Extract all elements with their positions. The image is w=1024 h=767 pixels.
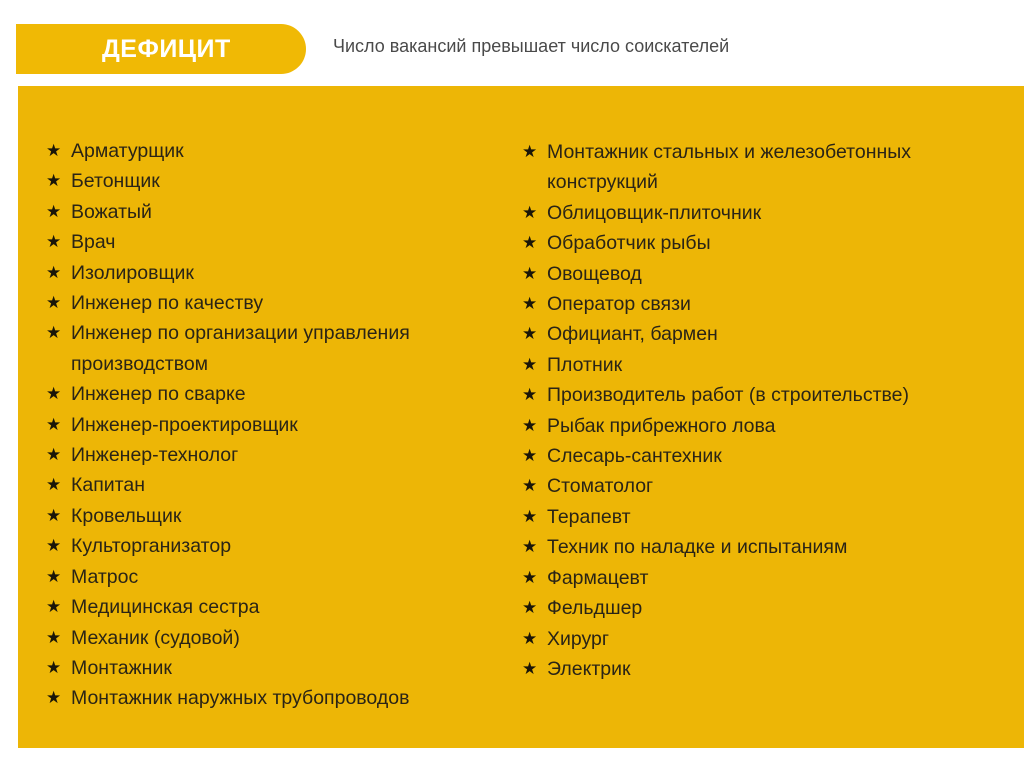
list-item-label: Инженер-технолог [71, 444, 239, 467]
star-icon: ★ [46, 201, 62, 221]
star-icon: ★ [522, 202, 538, 222]
list-item-label: Инженер-проектировщик [71, 413, 298, 436]
right-column-list [522, 137, 1002, 684]
content-panel [18, 86, 1024, 748]
list-item [46, 562, 496, 592]
list-item [46, 531, 496, 561]
list-item [46, 501, 496, 531]
list-item [46, 318, 496, 379]
list-item-label: Оператор связи [547, 293, 691, 316]
list-item-label: Инженер по организации управления производством [71, 322, 410, 375]
star-icon: ★ [522, 263, 538, 283]
list-item-label: Терапевт [547, 505, 631, 528]
star-icon: ★ [522, 476, 538, 496]
list-item [46, 166, 496, 196]
list-item [46, 653, 496, 683]
star-icon: ★ [46, 657, 62, 677]
subtitle: Число вакансий превышает число соискателей [333, 36, 730, 56]
star-icon: ★ [46, 323, 62, 343]
star-icon: ★ [46, 475, 62, 495]
list-item-label: Облицовщик-плиточник [547, 201, 762, 224]
list-item-label: Культорганизатор [71, 535, 232, 558]
list-item-label: Врач [71, 231, 116, 254]
list-item [522, 624, 1002, 654]
list-item [46, 288, 496, 318]
list-item [522, 441, 1002, 471]
list-item-label: Монтажник стальных и железобетонных конструкций [547, 141, 912, 194]
list-item-label: Хирург [547, 627, 610, 650]
list-item-label: Обработчик рыбы [547, 232, 711, 255]
list-item [522, 411, 1002, 441]
list-item [46, 623, 496, 653]
list-item-label: Механик (судовой) [71, 626, 240, 649]
star-icon: ★ [522, 506, 538, 526]
list-item-label: Производитель работ (в строительстве) [547, 384, 909, 407]
star-icon: ★ [46, 141, 62, 160]
list-item-label: Бетонщик [71, 170, 160, 193]
star-icon: ★ [522, 354, 538, 374]
list-item-label: Фельдшер [547, 597, 643, 620]
list-item-label: Вожатый [71, 200, 152, 223]
list-item-label: Овощевод [547, 262, 642, 285]
list-item [522, 471, 1002, 501]
list-item [46, 470, 496, 500]
list-item-label: Матрос [71, 565, 139, 588]
list-item [46, 197, 496, 227]
star-icon: ★ [46, 597, 62, 617]
star-icon: ★ [46, 688, 62, 708]
star-icon: ★ [522, 598, 538, 618]
star-icon: ★ [522, 446, 538, 466]
list-item [46, 410, 496, 440]
star-icon: ★ [46, 445, 62, 465]
list-item-label: Стоматолог [547, 475, 654, 498]
star-icon: ★ [522, 415, 538, 435]
star-icon: ★ [46, 627, 62, 647]
list-item [522, 502, 1002, 532]
list-item-label: Капитан [71, 474, 145, 497]
star-icon: ★ [522, 324, 538, 344]
list-item [522, 289, 1002, 319]
star-icon: ★ [46, 384, 62, 404]
star-icon: ★ [46, 293, 62, 313]
list-item [46, 683, 496, 713]
list-item-label: Слесарь-сантехник [547, 445, 722, 468]
list-item [522, 198, 1002, 228]
list-item-label: Рыбак прибрежного лова [547, 414, 776, 437]
list-item [522, 654, 1002, 684]
star-icon: ★ [522, 658, 538, 678]
star-icon: ★ [522, 142, 538, 161]
list-item-label: Инженер по качеству [71, 292, 264, 315]
badge-label: ДЕФИЦИТ [102, 34, 231, 63]
list-item-label: Арматурщик [71, 140, 184, 162]
list-item-label: Плотник [547, 353, 623, 376]
star-icon: ★ [46, 505, 62, 525]
list-item [522, 228, 1002, 258]
list-item-label: Кровельщик [71, 504, 182, 527]
list-item-label: Медицинская сестра [71, 596, 260, 619]
star-icon: ★ [46, 536, 62, 556]
list-item-label: Монтажник [71, 656, 172, 679]
list-item [46, 258, 496, 288]
list-item [46, 440, 496, 470]
star-icon: ★ [522, 385, 538, 405]
list-item [522, 259, 1002, 289]
list-item [522, 380, 1002, 410]
list-item [46, 136, 496, 166]
list-item [46, 227, 496, 257]
star-icon: ★ [46, 414, 62, 434]
list-item [522, 350, 1002, 380]
list-item [522, 593, 1002, 623]
star-icon: ★ [522, 294, 538, 314]
star-icon: ★ [46, 171, 62, 191]
list-item-label: Инженер по сварке [71, 383, 246, 406]
title-badge [16, 24, 306, 74]
list-item [522, 563, 1002, 593]
list-item [46, 379, 496, 409]
list-item [522, 319, 1002, 349]
list-item [522, 137, 1002, 198]
star-icon: ★ [46, 262, 62, 282]
list-item-label: Электрик [547, 657, 631, 680]
list-item-label: Изолировщик [71, 261, 194, 284]
list-item-label: Техник по наладке и испытаниям [547, 536, 848, 559]
list-item-label: Монтажник наружных трубопроводов [71, 687, 410, 710]
star-icon: ★ [522, 233, 538, 253]
star-icon: ★ [522, 537, 538, 557]
star-icon: ★ [46, 232, 62, 252]
list-item [46, 592, 496, 622]
star-icon: ★ [46, 566, 62, 586]
list-item [522, 532, 1002, 562]
star-icon: ★ [522, 628, 538, 648]
left-column-list [46, 136, 496, 714]
list-item-label: Официант, бармен [547, 323, 718, 346]
star-icon: ★ [522, 567, 538, 587]
list-item-label: Фармацевт [547, 566, 649, 589]
